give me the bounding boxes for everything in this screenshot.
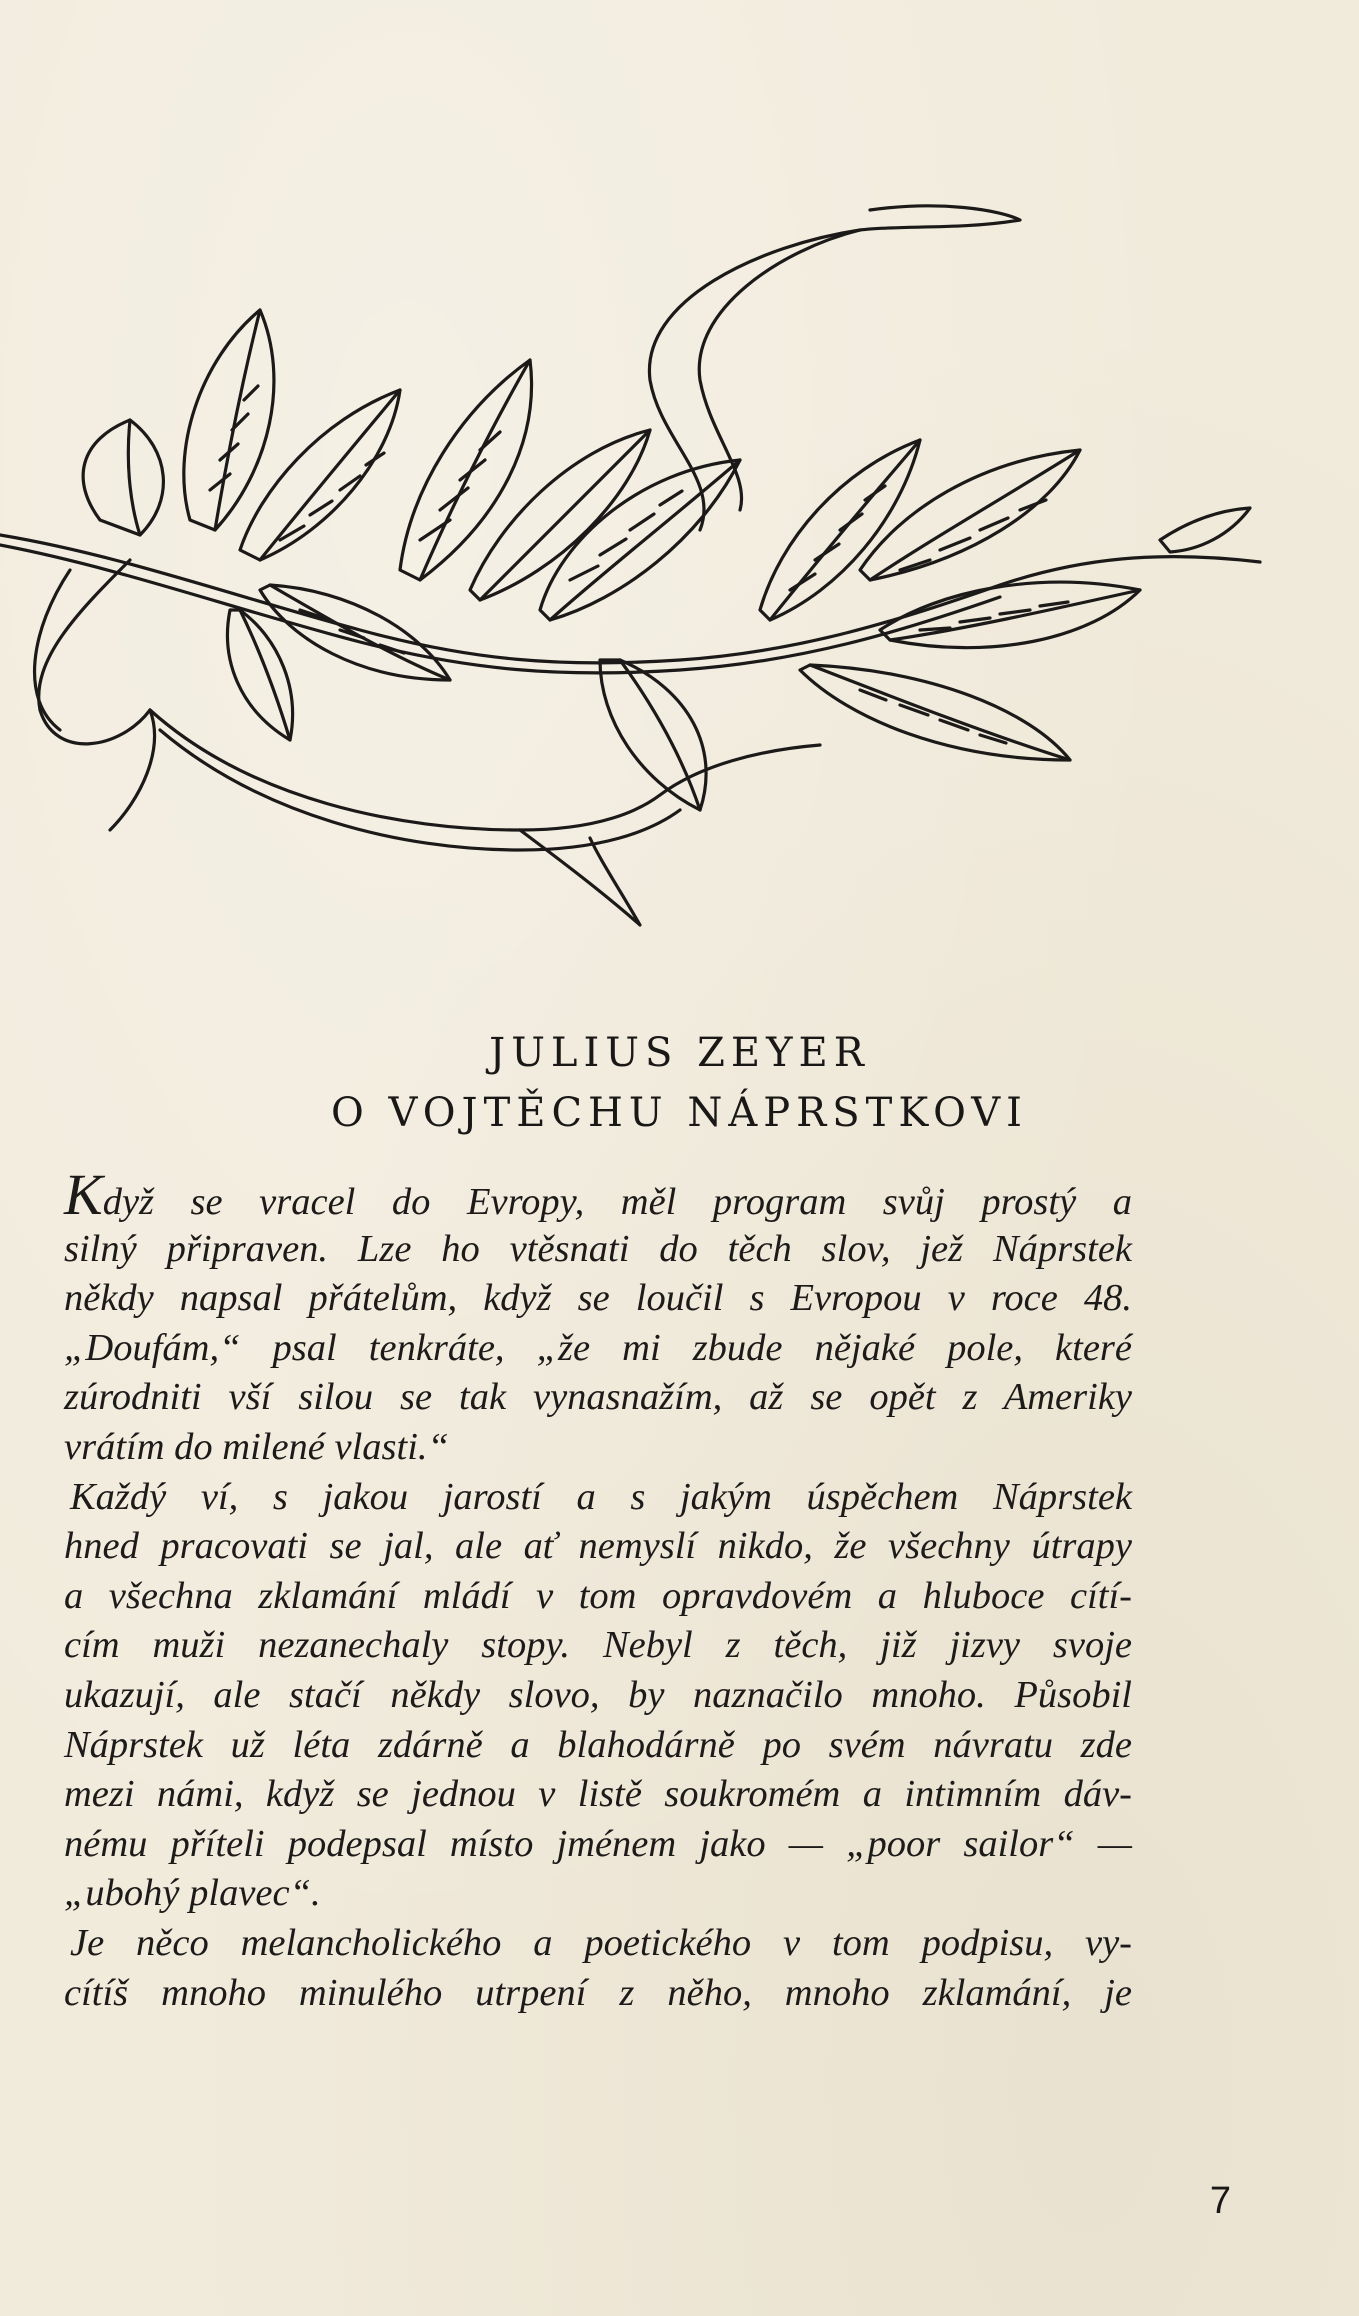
author-heading: JULIUS ZEYER — [489, 1030, 870, 1076]
text-line: hned pracovati se jal, ale ať nemyslí nikdo, že všechny útrapy — [64, 1525, 1132, 1568]
body-text — [64, 1162, 1132, 2018]
text-line: Každý ví, s jakou jarostí a s jakým úspěchem Náprstek — [70, 1475, 1132, 1518]
text-line: „Doufám,“ psal tenkráte, „že mi zbude nějaké pole, které — [64, 1326, 1132, 1369]
text-line: Je něco melancholického a poetického v tom podpisu, vy- — [70, 1921, 1132, 1964]
text-line: vrátím do milené vlasti.“ — [64, 1425, 449, 1468]
leafy-branch-ribbon-icon — [0, 190, 1280, 950]
text-line: silný připraven. Lze ho vtěsnati do těch slov, jež Náprstek — [64, 1227, 1132, 1270]
text-line: zúrodniti vší silou se tak vynasnažím, až se opět z Ameriky — [64, 1376, 1132, 1419]
text-line: ukazují, ale stačí někdy slovo, by naznačilo mnoho. Působil — [64, 1673, 1132, 1716]
text-line: Náprstek už léta zdárně a blahodárně po svém návratu zde — [64, 1723, 1132, 1766]
text-line: Když se vracel do Evropy, měl program svůj prostý a — [64, 1162, 1132, 1227]
text-line: a všechna zklamání mládí v tom opravdovém a hluboce cítí- — [64, 1574, 1132, 1617]
text-line: „ubohý plavec“. — [64, 1872, 321, 1915]
text-line: cítíš mnoho minulého utrpení z něho, mnoho zklamání, je — [64, 1971, 1132, 2014]
text-line: někdy napsal přátelům, když se loučil s Evropou v roce 48. — [64, 1277, 1132, 1320]
text-line: nému příteli podepsal místo jménem jako — „poor sailor“ — — [64, 1822, 1132, 1865]
page-number: 7 — [1209, 2180, 1231, 2222]
drop-cap: K — [64, 1162, 103, 1227]
chapter-title: O VOJTĚCHU NÁPRSTKOVI — [331, 1090, 1028, 1136]
text-line: cím muži nezanechaly stopy. Nebyl z těch, již jizvy svoje — [64, 1624, 1132, 1667]
text-line: mezi námi, když se jednou v listě soukromém a intimním dáv- — [64, 1773, 1132, 1816]
